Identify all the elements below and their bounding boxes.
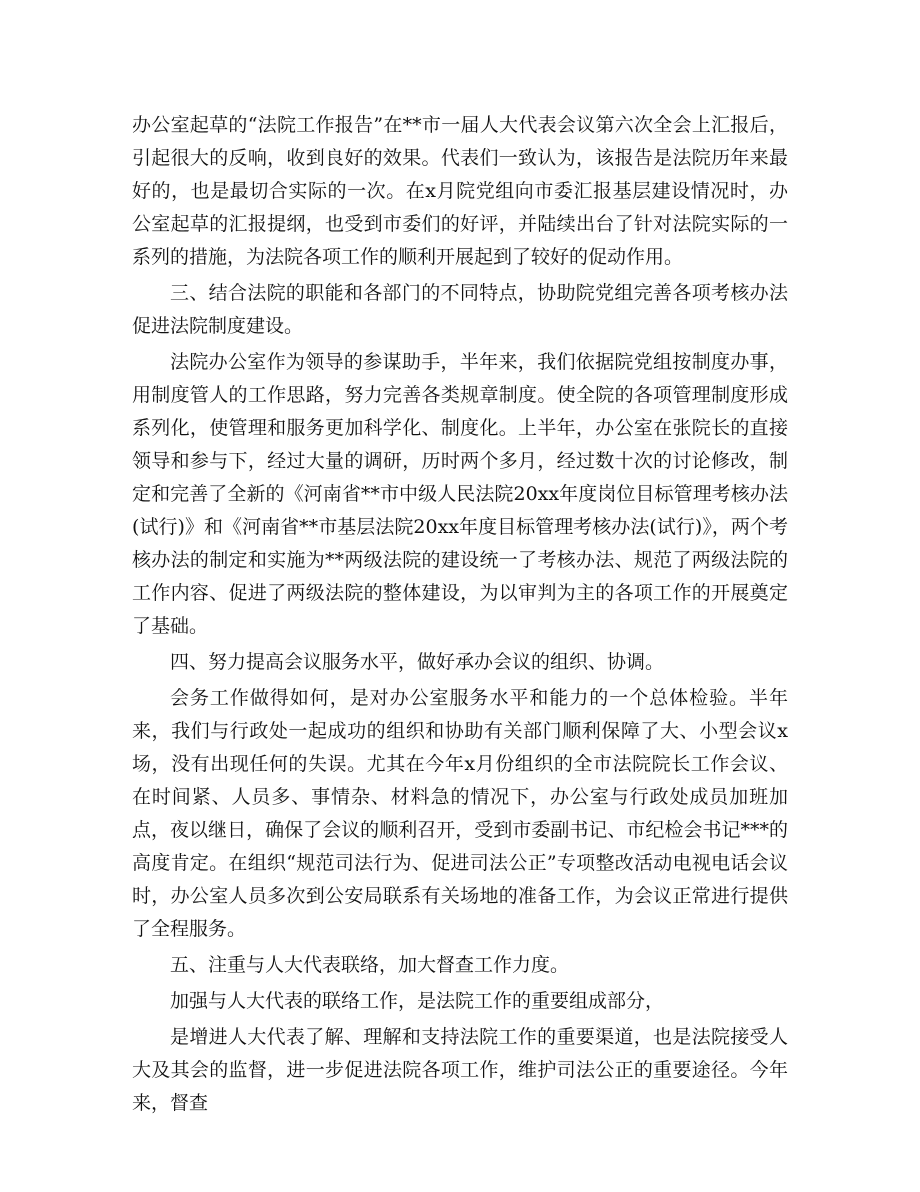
heading-section-four: 四、努力提高会议服务水平，做好承办会议的组织、协调。	[170, 651, 665, 673]
paragraph-report-feedback: 办公室起草的“法院工作报告”在**市一届人大代表会议第六次全会上汇报后，引起很大的反响，收到良好的效果。代表们一致认为，该报告是法院历年来最好的，也是最切合实际的一次。在x月院党组向市委汇报基层建设情况时，办公室起草的汇报提纲，也受到市委们的好评，并陆续出台了针对法院实际的一系列的措施，为法院各项工作的顺利开展起到了较好的促动作用。	[132, 114, 788, 268]
document-page	[132, 109, 788, 1123]
paragraph-liaison-detail: 是增进人大代表了解、理解和支持法院工作的重要渠道，也是法院接受人大及其会的监督，进一步促进法院各项工作，维护司法公正的重要途径。今年来，督查	[132, 1026, 788, 1114]
paragraph-meeting-service: 会务工作做得如何，是对办公室服务水平和能力的一个总体检验。半年来，我们与行政处一起成功的组织和协助有关部门顺利保障了大、小型会议x场，没有出现任何的失误。尤其在今年x月份组织的全市法院院长工作会议、在时间紧、人员多、事情杂、材料急的情况下，办公室与行政处成员加班加点，夜以继日，确保了会议的顺利召开，受到市委副书记、市纪检会书记***的高度肯定。在组织“规范司法行为、促进司法公正”专项整改活动电视电话会议时，办公室人员多次到公安局联系有关场地的准备工作，为会议正常进行提供了全程服务。	[132, 687, 788, 940]
paragraph-system-building: 法院办公室作为领导的参谋助手，半年来，我们依据院党组按制度办事，用制度管人的工作思路，努力完善各类规章制度。使全院的各项管理制度形成系列化，使管理和服务更加科学化、制度化。上半年，办公室在张院长的直接领导和参与下，经过大量的调研，历时两个多月，经过数十次的讨论修改，制定和完善了全新的《河南省**市中级人民法院20xx年度岗位目标管理考核办法(试行)》和《河南省**市基层法院20xx年度目标管理考核办法(试行)》，两个考核办法的制定和实施为**两级法院的建设统一了考核办法、规范了两级法院的工作内容、促进了两级法院的整体建设，为以审判为主的各项工作的开展奠定了基础。	[132, 351, 788, 637]
heading-section-five: 五、注重与人大代表联络，加大督查工作力度。	[170, 954, 570, 976]
paragraph-liaison-intro: 加强与人大代表的联络工作，是法院工作的重要组成部分，	[170, 990, 665, 1012]
heading-section-three: 三、结合法院的职能和各部门的不同特点，协助院党组完善各项考核办法促进法院制度建设。	[132, 282, 788, 337]
